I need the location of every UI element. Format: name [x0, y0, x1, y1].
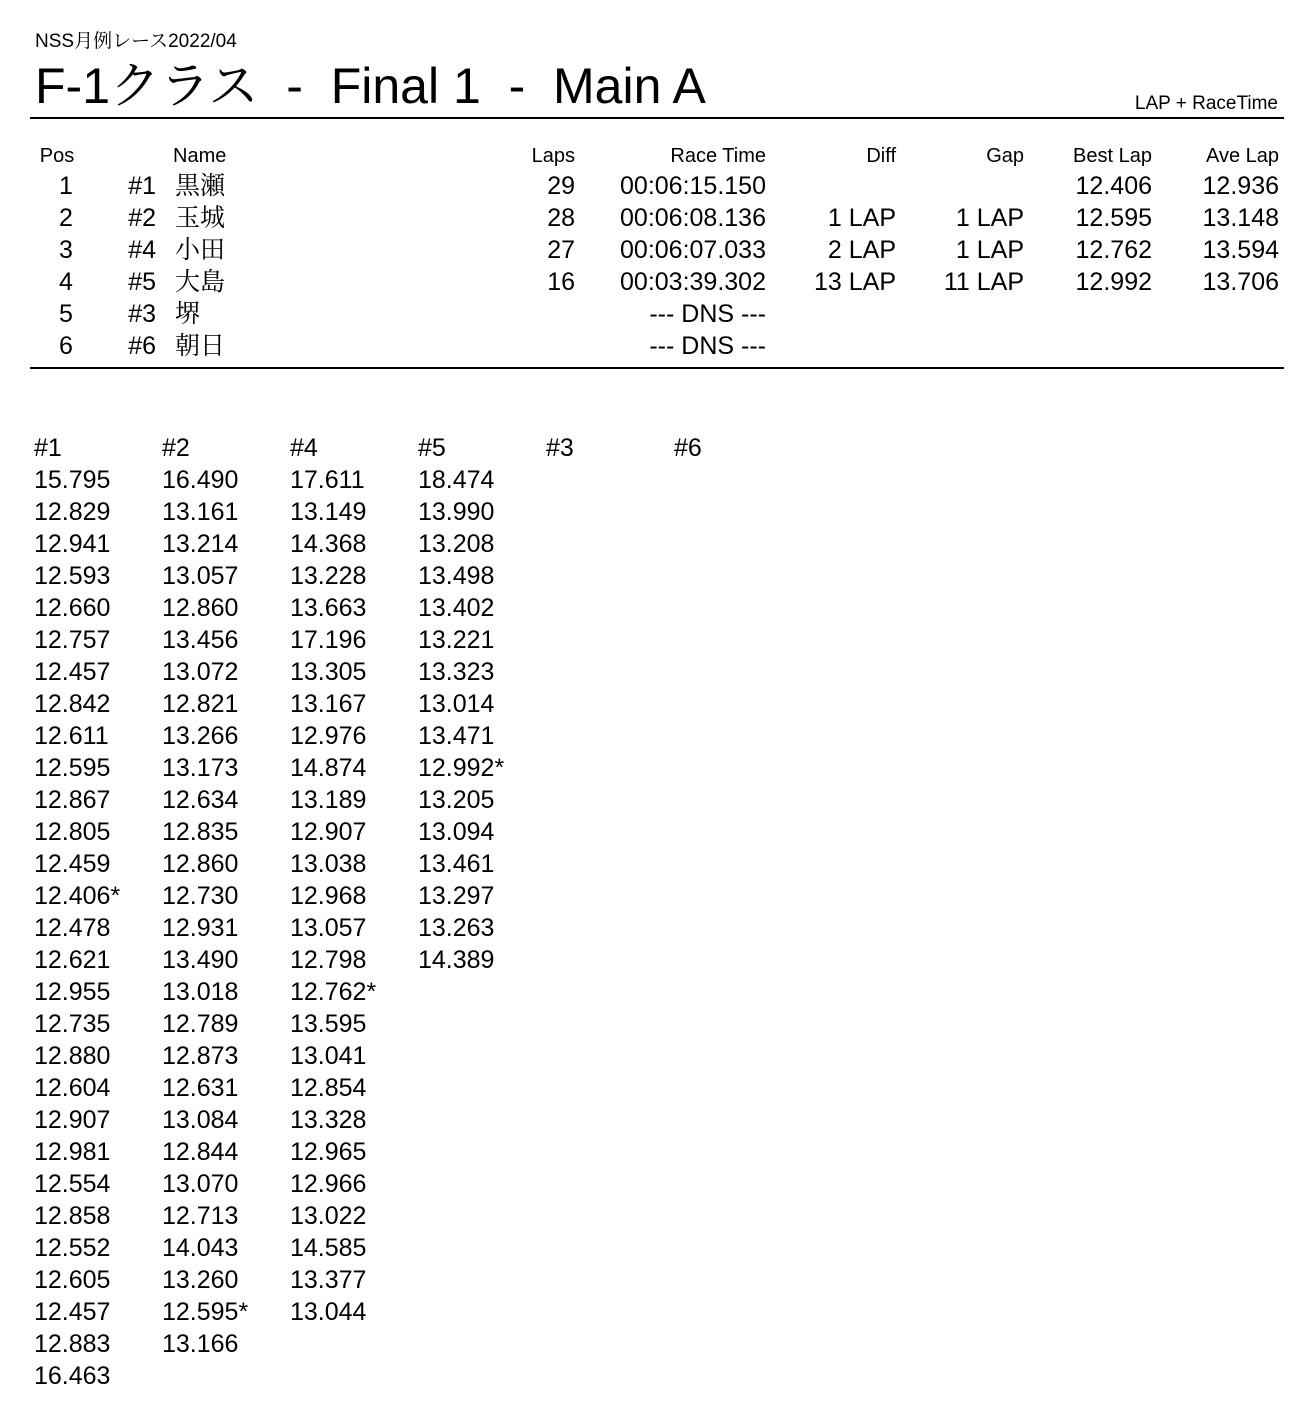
lap-time: 12.842: [34, 690, 111, 718]
lap-time: 13.260: [162, 1266, 239, 1294]
result-laps: 27: [547, 236, 575, 264]
result-ave-lap: 13.594: [1202, 236, 1279, 264]
column-header-ave-lap: Ave Lap: [1205, 145, 1279, 167]
lap-time: 13.057: [162, 562, 239, 590]
lap-time: 14.368: [290, 530, 367, 558]
column-header-race-time: Race Time: [670, 145, 766, 167]
lap-column: [418, 432, 543, 976]
result-laps: 29: [547, 172, 575, 200]
result-num: #4: [128, 236, 156, 264]
lap-time: 13.461: [418, 850, 495, 878]
column-header-gap: Gap: [986, 145, 1024, 167]
lap-time: 12.554: [34, 1170, 111, 1198]
lap-column: [674, 432, 799, 464]
lap-time: 13.471: [418, 722, 495, 750]
lap-time: 13.057: [290, 914, 367, 942]
lap-time: 12.968: [290, 882, 367, 910]
result-pos: 3: [59, 236, 73, 264]
lap-time: 13.149: [290, 498, 367, 526]
lap-time: 13.044: [290, 1298, 367, 1326]
lap-time: 16.490: [162, 466, 239, 494]
lap-time: 12.604: [34, 1074, 111, 1102]
lap-time: 13.072: [162, 658, 239, 686]
lap-time: 12.835: [162, 818, 239, 846]
result-laps: 16: [547, 268, 575, 296]
result-ave-lap: 13.148: [1202, 204, 1279, 232]
result-laps: 28: [547, 204, 575, 232]
result-gap: 11 LAP: [943, 268, 1024, 296]
lap-time: 17.611: [290, 466, 365, 494]
lap-column-car-number: #4: [290, 434, 318, 462]
lap-time: 12.730: [162, 882, 239, 910]
lap-time: 13.402: [418, 594, 495, 622]
lap-time: 13.094: [418, 818, 495, 846]
lap-time: 13.205: [418, 786, 495, 814]
result-pos: 4: [59, 268, 73, 296]
lap-time: 13.456: [162, 626, 239, 654]
lap-time: 13.263: [418, 914, 495, 942]
lap-time: 12.844: [162, 1138, 239, 1166]
lap-time: 13.167: [290, 690, 367, 718]
lap-time: 13.018: [162, 978, 239, 1006]
lap-time: 12.798: [290, 946, 367, 974]
lap-time: 12.981: [34, 1138, 111, 1166]
lap-time: 13.189: [290, 786, 367, 814]
lap-time: 12.992*: [418, 754, 505, 782]
lap-time: 12.976: [290, 722, 367, 750]
lap-time: 13.070: [162, 1170, 239, 1198]
lap-time: 12.873: [162, 1042, 239, 1070]
lap-time: 12.459: [34, 850, 111, 878]
column-header-diff: Diff: [866, 145, 896, 167]
lap-time: 14.585: [290, 1234, 367, 1262]
lap-time: 18.474: [418, 466, 495, 494]
result-best-lap: 12.595: [1075, 204, 1152, 232]
lap-time: 12.805: [34, 818, 111, 846]
lap-time: 13.990: [418, 498, 495, 526]
result-name: 小田: [175, 236, 226, 264]
result-race-time: --- DNS ---: [649, 300, 766, 328]
lap-time: 12.867: [34, 786, 111, 814]
lap-time: 12.860: [162, 594, 239, 622]
lap-time: 13.297: [418, 882, 495, 910]
lap-time: 12.858: [34, 1202, 111, 1230]
result-name: 玉城: [175, 204, 226, 232]
lap-time: 12.593: [34, 562, 111, 590]
lap-time: 13.266: [162, 722, 239, 750]
lap-time: 16.463: [34, 1362, 111, 1390]
lap-time: 13.166: [162, 1330, 239, 1358]
result-num: #1: [128, 172, 156, 200]
lap-time: 12.941: [34, 530, 111, 558]
lap-time: 12.757: [34, 626, 111, 654]
lap-column: [546, 432, 671, 464]
lap-time: 13.498: [418, 562, 495, 590]
results-divider: [30, 367, 1284, 369]
lap-time: 12.735: [34, 1010, 111, 1038]
lap-time: 12.789: [162, 1010, 239, 1038]
column-header-best-lap: Best Lap: [1073, 145, 1152, 167]
result-gap: 1 LAP: [955, 204, 1024, 232]
result-race-time: 00:06:08.136: [620, 204, 766, 232]
lap-time: 12.883: [34, 1330, 111, 1358]
lap-time: 13.595: [290, 1010, 367, 1038]
page-title: F-1クラス - Final 1 - Main A: [35, 58, 706, 114]
lap-time: 12.955: [34, 978, 111, 1006]
lap-time: 12.907: [34, 1106, 111, 1134]
lap-time: 14.043: [162, 1234, 239, 1262]
lap-time: 14.389: [418, 946, 495, 974]
lap-time: 12.762*: [290, 978, 377, 1006]
lap-column-car-number: #3: [546, 434, 574, 462]
lap-time: 12.880: [34, 1042, 111, 1070]
lap-time: 14.874: [290, 754, 367, 782]
result-name: 堺: [175, 300, 201, 328]
result-best-lap: 12.992: [1075, 268, 1152, 296]
result-diff: 1 LAP: [827, 204, 896, 232]
lap-time: 12.965: [290, 1138, 367, 1166]
result-num: #5: [128, 268, 156, 296]
result-ave-lap: 12.936: [1202, 172, 1279, 200]
result-diff: 2 LAP: [827, 236, 896, 264]
lap-time: 13.014: [418, 690, 495, 718]
lap-time: 13.038: [290, 850, 367, 878]
lap-column-car-number: #2: [162, 434, 190, 462]
lap-time: 12.406*: [34, 882, 121, 910]
result-race-time: 00:06:15.150: [620, 172, 766, 200]
result-race-time: 00:06:07.033: [620, 236, 766, 264]
lap-time: 12.457: [34, 658, 111, 686]
lap-column: [290, 432, 415, 1328]
lap-time: 12.907: [290, 818, 367, 846]
lap-time: 13.208: [418, 530, 495, 558]
result-pos: 5: [59, 300, 73, 328]
result-race-time: --- DNS ---: [649, 332, 766, 360]
lap-time: 12.931: [162, 914, 239, 942]
result-name: 大島: [175, 268, 226, 296]
lap-time: 12.829: [34, 498, 111, 526]
column-header-pos: Pos: [39, 145, 75, 167]
lap-time: 12.966: [290, 1170, 367, 1198]
lap-time: 13.221: [418, 626, 495, 654]
lap-column: [162, 432, 287, 1360]
lap-time: 15.795: [34, 466, 111, 494]
lap-time: 13.041: [290, 1042, 367, 1070]
lap-time: 12.611: [34, 722, 109, 750]
result-pos: 2: [59, 204, 73, 232]
lap-time: 12.860: [162, 850, 239, 878]
result-diff: 13 LAP: [813, 268, 896, 296]
lap-time: 13.228: [290, 562, 367, 590]
lap-time: 12.821: [162, 690, 239, 718]
lap-time: 13.663: [290, 594, 367, 622]
lap-time: 13.323: [418, 658, 495, 686]
lap-time: 12.660: [34, 594, 111, 622]
lap-time: 13.377: [290, 1266, 367, 1294]
result-num: #6: [128, 332, 156, 360]
result-best-lap: 12.762: [1075, 236, 1152, 264]
column-header-laps: Laps: [531, 145, 575, 167]
report-mode-label: LAP + RaceTime: [1134, 93, 1278, 114]
result-num: #2: [128, 204, 156, 232]
lap-time: 13.161: [162, 498, 239, 526]
lap-time: 13.305: [290, 658, 367, 686]
lap-column: [34, 432, 159, 1392]
lap-time: 13.173: [162, 754, 239, 782]
lap-time: 12.478: [34, 914, 111, 942]
lap-time: 12.713: [162, 1202, 239, 1230]
result-pos: 6: [59, 332, 73, 360]
lap-time: 12.854: [290, 1074, 367, 1102]
lap-time: 13.084: [162, 1106, 239, 1134]
lap-time: 12.552: [34, 1234, 111, 1262]
lap-time: 12.595*: [162, 1298, 249, 1326]
lap-time: 13.328: [290, 1106, 367, 1134]
result-num: #3: [128, 300, 156, 328]
result-name: 黒瀬: [175, 172, 226, 200]
lap-time: 13.490: [162, 946, 239, 974]
lap-time: 17.196: [290, 626, 367, 654]
lap-time: 12.595: [34, 754, 111, 782]
lap-column-car-number: #1: [34, 434, 62, 462]
header-divider: [30, 117, 1284, 119]
result-gap: 1 LAP: [955, 236, 1024, 264]
result-pos: 1: [59, 172, 73, 200]
result-name: 朝日: [175, 332, 226, 360]
lap-time: 12.634: [162, 786, 239, 814]
event-subtitle: NSS月例レース2022/04: [35, 31, 237, 52]
lap-time: 12.631: [162, 1074, 239, 1102]
lap-column-car-number: #5: [418, 434, 446, 462]
lap-time: 13.214: [162, 530, 239, 558]
lap-time: 13.022: [290, 1202, 367, 1230]
result-ave-lap: 13.706: [1202, 268, 1279, 296]
lap-time: 12.605: [34, 1266, 111, 1294]
column-header-name: Name: [173, 145, 227, 167]
lap-column-car-number: #6: [674, 434, 702, 462]
result-best-lap: 12.406: [1075, 172, 1152, 200]
result-race-time: 00:03:39.302: [620, 268, 766, 296]
lap-time: 12.621: [34, 946, 111, 974]
lap-time: 12.457: [34, 1298, 111, 1326]
